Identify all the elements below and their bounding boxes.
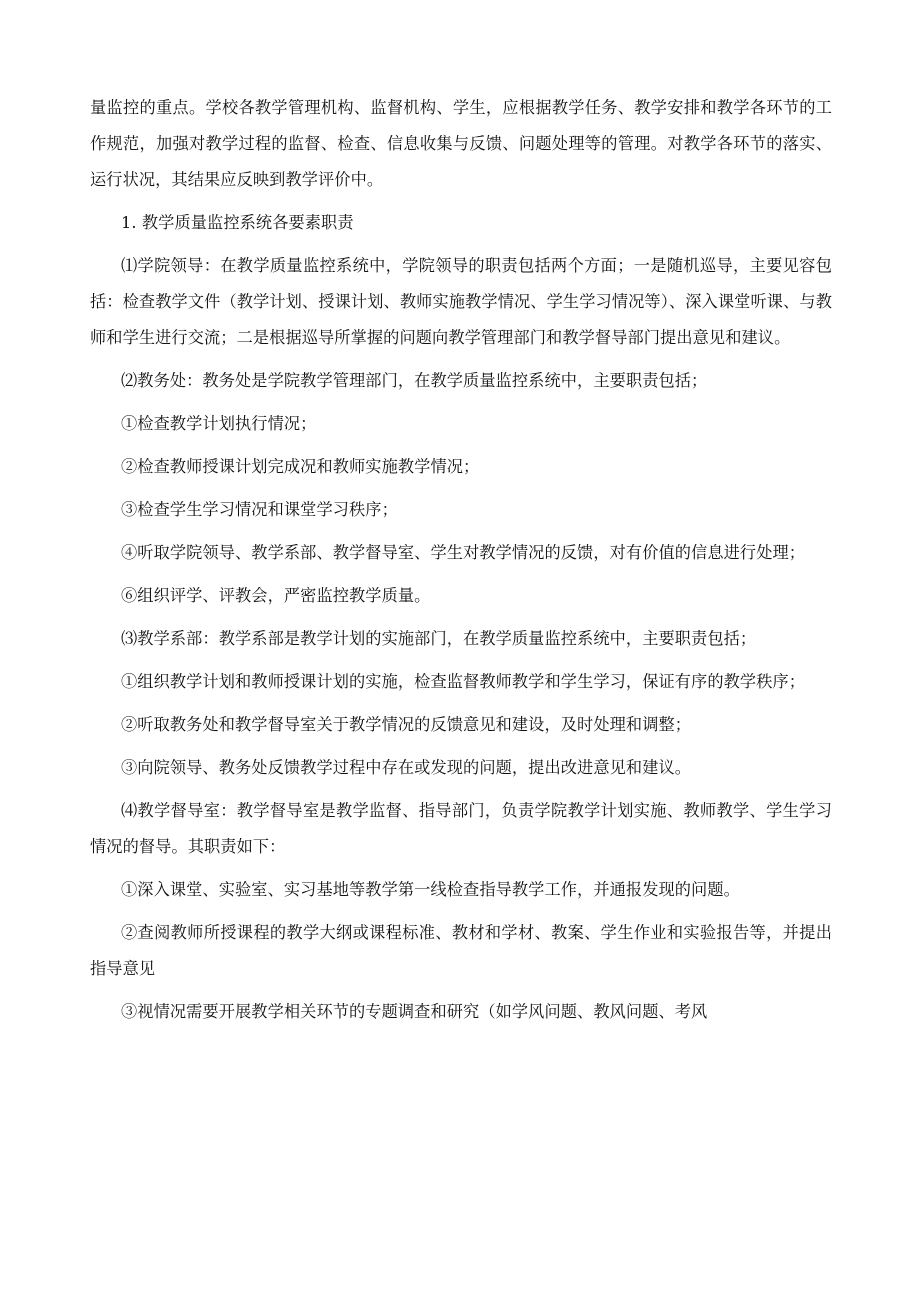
list-item: ③向院领导、教务处反馈教学过程中存在或发现的问题，提出改进意见和建议。 (121, 758, 692, 777)
paragraph-academic-affairs: ⑵教务处：教务处是学院教学管理部门，在教学质量监控系统中，主要职责包括； (121, 371, 708, 390)
list-item: ①深入课堂、实验室、实习基地等教学第一线检查指导教学工作，并通报发现的问题。 (121, 880, 740, 899)
list-item: ③视情况需要开展教学相关环节的专题调查和研究（如学风问题、教风问题、考风 (121, 1002, 708, 1021)
list-item: ②查阅教师所授课程的教学大纲或课程标准、教材和学材、教案、学生作业和实验报告等，并提出指导意见 (90, 923, 832, 978)
list-item: ⑥组织评学、评教会，严密监控教学质量。 (121, 586, 431, 605)
list-item: ②检查教师授课计划完成况和教师实施教学情况； (121, 457, 480, 476)
paragraph-teaching-departments: ⑶教学系部：教学系部是教学计划的实施部门，在教学质量监控系统中，主要职责包括； (121, 629, 757, 648)
section-heading-1: 1. 教学质量监控系统各要素职责 (121, 213, 354, 232)
document-body (90, 90, 832, 1037)
paragraph-supervision-office: ⑷教学督导室：教学督导室是教学监督、指导部门，负责学院教学计划实施、教师教学、学生学习情况的督导。其职责如下： (90, 801, 832, 856)
list-item: ②听取教务处和教学督导室关于教学情况的反馈意见和建设，及时处理和调整； (121, 715, 692, 734)
list-item: ④听取学院领导、教学系部、教学督导室、学生对教学情况的反馈，对有价值的信息进行处理； (121, 543, 806, 562)
list-item: ①检查教学计划执行情况； (121, 414, 317, 433)
paragraph-college-leadership: ⑴学院领导：在教学质量监控系统中，学院领导的职责包括两个方面；一是随机巡导，主要见容包括：检查教学文件（教学计划、授课计划、教师实施教学情况、学生学习情况等）、深入课堂听课、与教师和学生进行交流；二是根据巡导所掌握的问题向教学管理部门和教学督导部门提出意见和建议。 (90, 256, 832, 347)
list-item: ③检查学生学习情况和课堂学习秩序； (121, 500, 398, 519)
paragraph-intro: 量监控的重点。学校各教学管理机构、监督机构、学生，应根据教学任务、教学安排和教学各环节的工作规范，加强对教学过程的监督、检查、信息收集与反馈、问题处理等的管理。对教学各环节的落实、运行状况，其结果应反映到教学评价中。 (90, 98, 832, 189)
list-item: ①组织教学计划和教师授课计划的实施，检查监督教师教学和学生学习，保证有序的教学秩序； (121, 672, 806, 691)
